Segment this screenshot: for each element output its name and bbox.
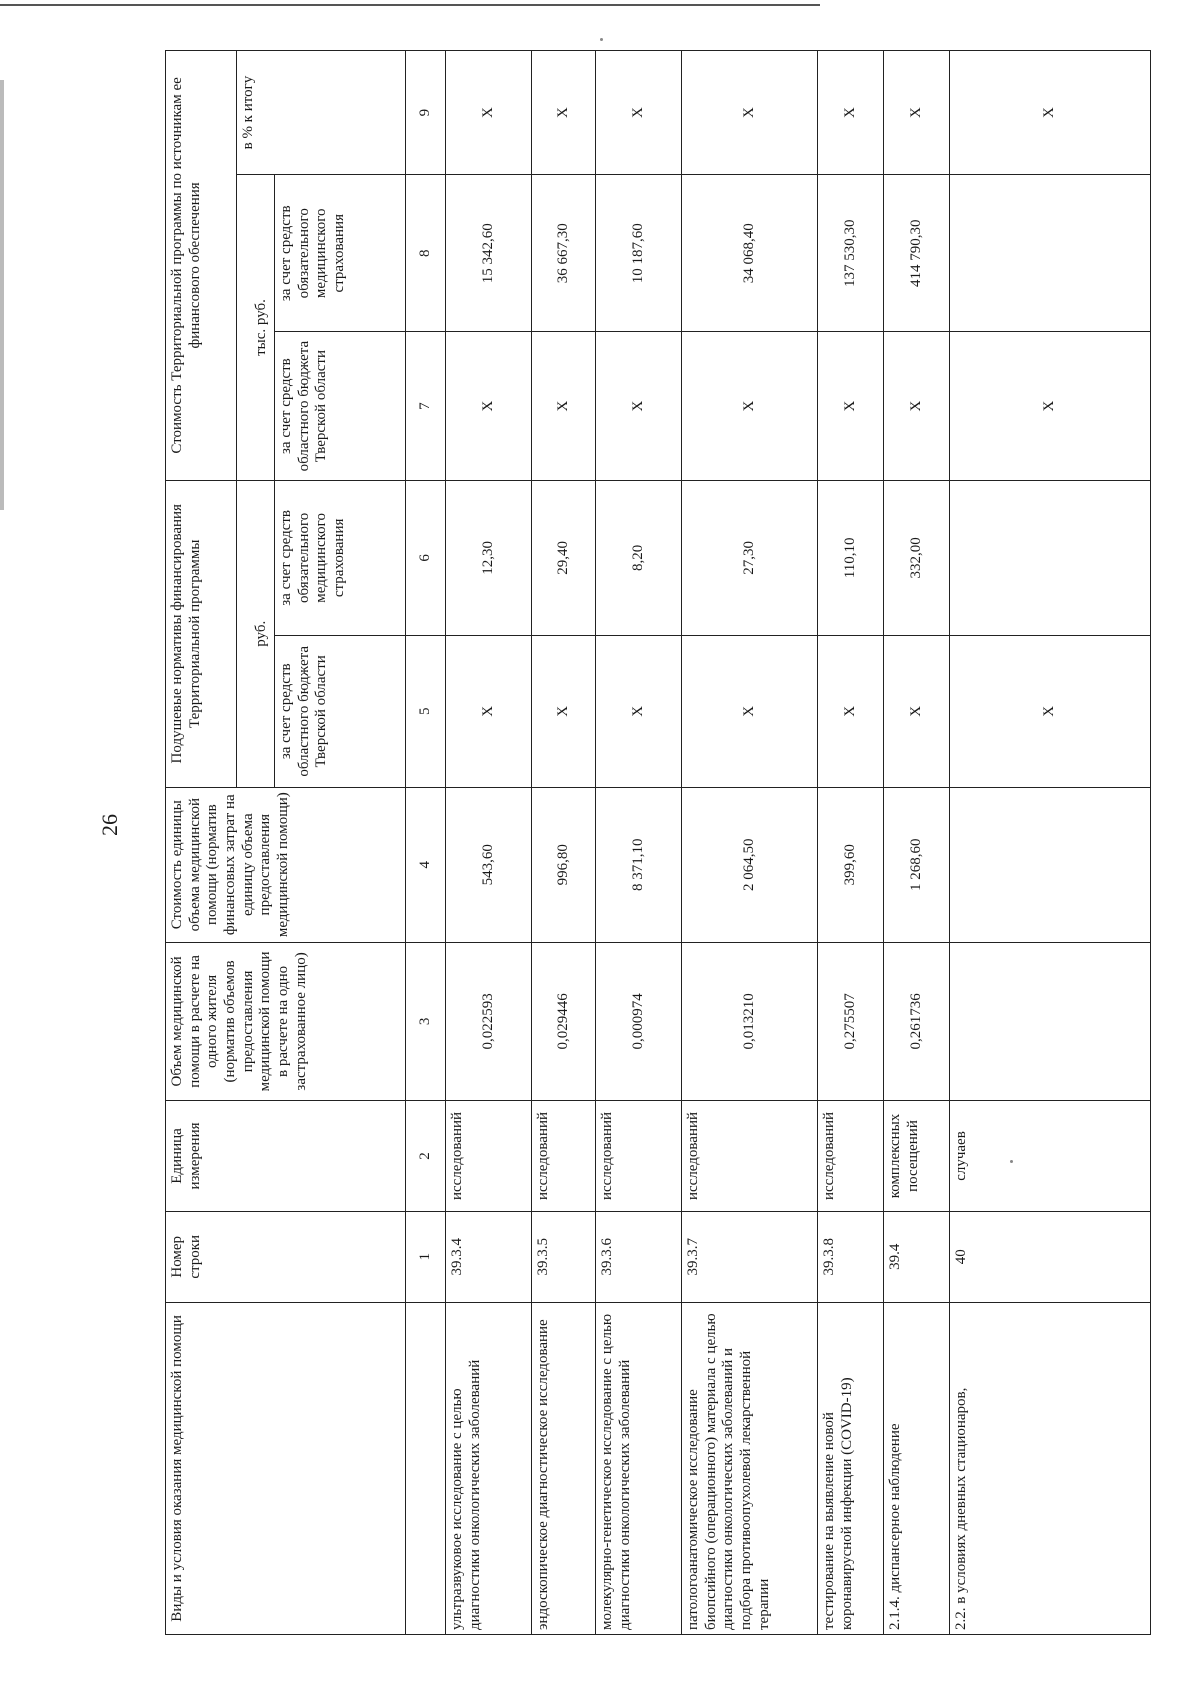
row-volume: 0,261736 <box>884 942 950 1100</box>
row-norm-oms: 27,30 <box>682 480 818 635</box>
header-cost-budget: за счет средств областного бюджета Тверской области <box>275 332 406 480</box>
row-norm-oms: 8,20 <box>596 480 682 635</box>
row-unit: исследований <box>532 1101 596 1212</box>
header-norm-budget: за счет средств областного бюджета Тверской области <box>275 635 406 787</box>
row-unit: исследований <box>596 1101 682 1212</box>
table-row <box>950 51 1151 1635</box>
row-unit: исследований <box>682 1101 818 1212</box>
row-cost-unit: 8 371,10 <box>596 787 682 942</box>
column-number: 2 <box>406 1101 446 1212</box>
row-cost-budget: X <box>818 332 884 480</box>
header-percent: в % к итогу <box>237 51 406 175</box>
row-percent: X <box>532 51 596 175</box>
row-volume <box>950 942 1151 1100</box>
row-volume: 0,022593 <box>446 942 532 1100</box>
row-number: 39.3.7 <box>682 1211 818 1302</box>
scan-edge-mark <box>0 80 4 510</box>
column-number: 8 <box>406 175 446 332</box>
row-percent: X <box>446 51 532 175</box>
row-number: 39.3.4 <box>446 1211 532 1302</box>
header-norm-oms: за счет средств обязательного медицинского страхования <box>275 480 406 635</box>
row-name: 2.1.4. диспансерное наблюдение <box>884 1302 950 1634</box>
header-kind: Виды и условия оказания медицинской помощи <box>166 1302 406 1634</box>
row-norm-budget: X <box>818 635 884 787</box>
row-number: 40 <box>950 1211 1151 1302</box>
row-number: 39.4 <box>884 1211 950 1302</box>
table-row <box>818 51 884 1635</box>
column-number <box>406 1302 446 1634</box>
row-volume: 0,013210 <box>682 942 818 1100</box>
row-cost-budget: X <box>682 332 818 480</box>
row-cost-oms: 10 187,60 <box>596 175 682 332</box>
row-cost-budget: X <box>532 332 596 480</box>
row-cost-budget: X <box>596 332 682 480</box>
column-number-row <box>406 51 446 1635</box>
row-unit: исследований <box>818 1101 884 1212</box>
row-cost-oms: 137 530,30 <box>818 175 884 332</box>
scan-speck <box>600 38 603 41</box>
row-cost-unit: 2 064,50 <box>682 787 818 942</box>
header-group-cost: Стоимость Территориальной программы по источникам ее финансового обеспечения <box>166 51 237 481</box>
header-unit: Единица измерения <box>166 1101 406 1212</box>
row-norm-oms: 110,10 <box>818 480 884 635</box>
header-cost-oms: за счет средств обязательного медицинского страхования <box>275 175 406 332</box>
row-cost-oms: 15 342,60 <box>446 175 532 332</box>
row-name: 2.2. в условиях дневных стационаров, <box>950 1302 1151 1634</box>
row-norm-oms <box>950 480 1151 635</box>
header-group-norms: Подушевые нормативы финансирования Территориальной программы <box>166 480 237 787</box>
row-cost-unit: 1 268,60 <box>884 787 950 942</box>
row-name: тестирование на выявление новой коронавирусной инфекции (COVID-19) <box>818 1302 884 1634</box>
table-row <box>596 51 682 1635</box>
header-cost-unit: Стоимость единицы объема медицинской помощи (норматив финансовых затрат на единицу объема предоставления медицинской помощи) <box>166 787 406 942</box>
header-volume: Объем медицинской помощи в расчете на одного жителя (норматив объемов предоставления медицинской помощи в расчете на одно застрахованное лицо) <box>166 942 406 1100</box>
table-row <box>446 51 532 1635</box>
column-number: 9 <box>406 51 446 175</box>
row-cost-budget: X <box>446 332 532 480</box>
row-unit: случаев <box>950 1101 1151 1212</box>
row-cost-unit: 996,80 <box>532 787 596 942</box>
header-unit-thousand-rub: тыс. руб. <box>237 175 275 481</box>
table-row <box>532 51 596 1635</box>
row-norm-budget: X <box>596 635 682 787</box>
row-unit: исследований <box>446 1101 532 1212</box>
row-name: эндоскопическое диагностическое исследование <box>532 1302 596 1634</box>
row-cost-unit <box>950 787 1151 942</box>
row-name: ультразвуковое исследование с целью диагностики онкологических заболеваний <box>446 1302 532 1634</box>
header-row-no: Номер строки <box>166 1211 406 1302</box>
row-number: 39.3.6 <box>596 1211 682 1302</box>
row-volume: 0,275507 <box>818 942 884 1100</box>
table-row <box>682 51 818 1635</box>
row-percent: X <box>950 51 1151 175</box>
row-volume: 0,000974 <box>596 942 682 1100</box>
row-percent: X <box>818 51 884 175</box>
row-cost-oms: 414 790,30 <box>884 175 950 332</box>
page-number: 26 <box>97 814 122 836</box>
row-norm-budget: X <box>950 635 1151 787</box>
header-row-1 <box>166 51 237 1635</box>
rotated-table-container <box>165 50 1150 1635</box>
row-name: патологоанатомическое исследование биопсийного (операционного) материала с целью диагностики онкологических заболеваний и подбора противоопухолевой лекарственной терапии <box>682 1302 818 1634</box>
row-norm-oms: 29,40 <box>532 480 596 635</box>
row-norm-oms: 12,30 <box>446 480 532 635</box>
row-cost-oms: 36 667,30 <box>532 175 596 332</box>
row-name: молекулярно-генетическое исследование с целью диагностики онкологических заболеваний <box>596 1302 682 1634</box>
row-number: 39.3.8 <box>818 1211 884 1302</box>
row-norm-oms: 332,00 <box>884 480 950 635</box>
row-volume: 0,029446 <box>532 942 596 1100</box>
row-percent: X <box>682 51 818 175</box>
column-number: 1 <box>406 1211 446 1302</box>
row-cost-budget: X <box>950 332 1151 480</box>
table-row <box>884 51 950 1635</box>
row-unit: комплексных посещений <box>884 1101 950 1212</box>
column-number: 3 <box>406 942 446 1100</box>
row-norm-budget: X <box>532 635 596 787</box>
column-number: 7 <box>406 332 446 480</box>
column-number: 4 <box>406 787 446 942</box>
row-percent: X <box>596 51 682 175</box>
column-number: 5 <box>406 635 446 787</box>
row-norm-budget: X <box>884 635 950 787</box>
header-unit-rub: руб. <box>237 480 275 787</box>
row-cost-oms: 34 068,40 <box>682 175 818 332</box>
row-percent: X <box>884 51 950 175</box>
column-number: 6 <box>406 480 446 635</box>
row-cost-oms <box>950 175 1151 332</box>
row-cost-unit: 399,60 <box>818 787 884 942</box>
scan-top-line <box>0 4 820 6</box>
row-cost-unit: 543,60 <box>446 787 532 942</box>
row-cost-budget: X <box>884 332 950 480</box>
row-norm-budget: X <box>446 635 532 787</box>
row-norm-budget: X <box>682 635 818 787</box>
row-number: 39.3.5 <box>532 1211 596 1302</box>
financing-table <box>165 50 1151 1635</box>
